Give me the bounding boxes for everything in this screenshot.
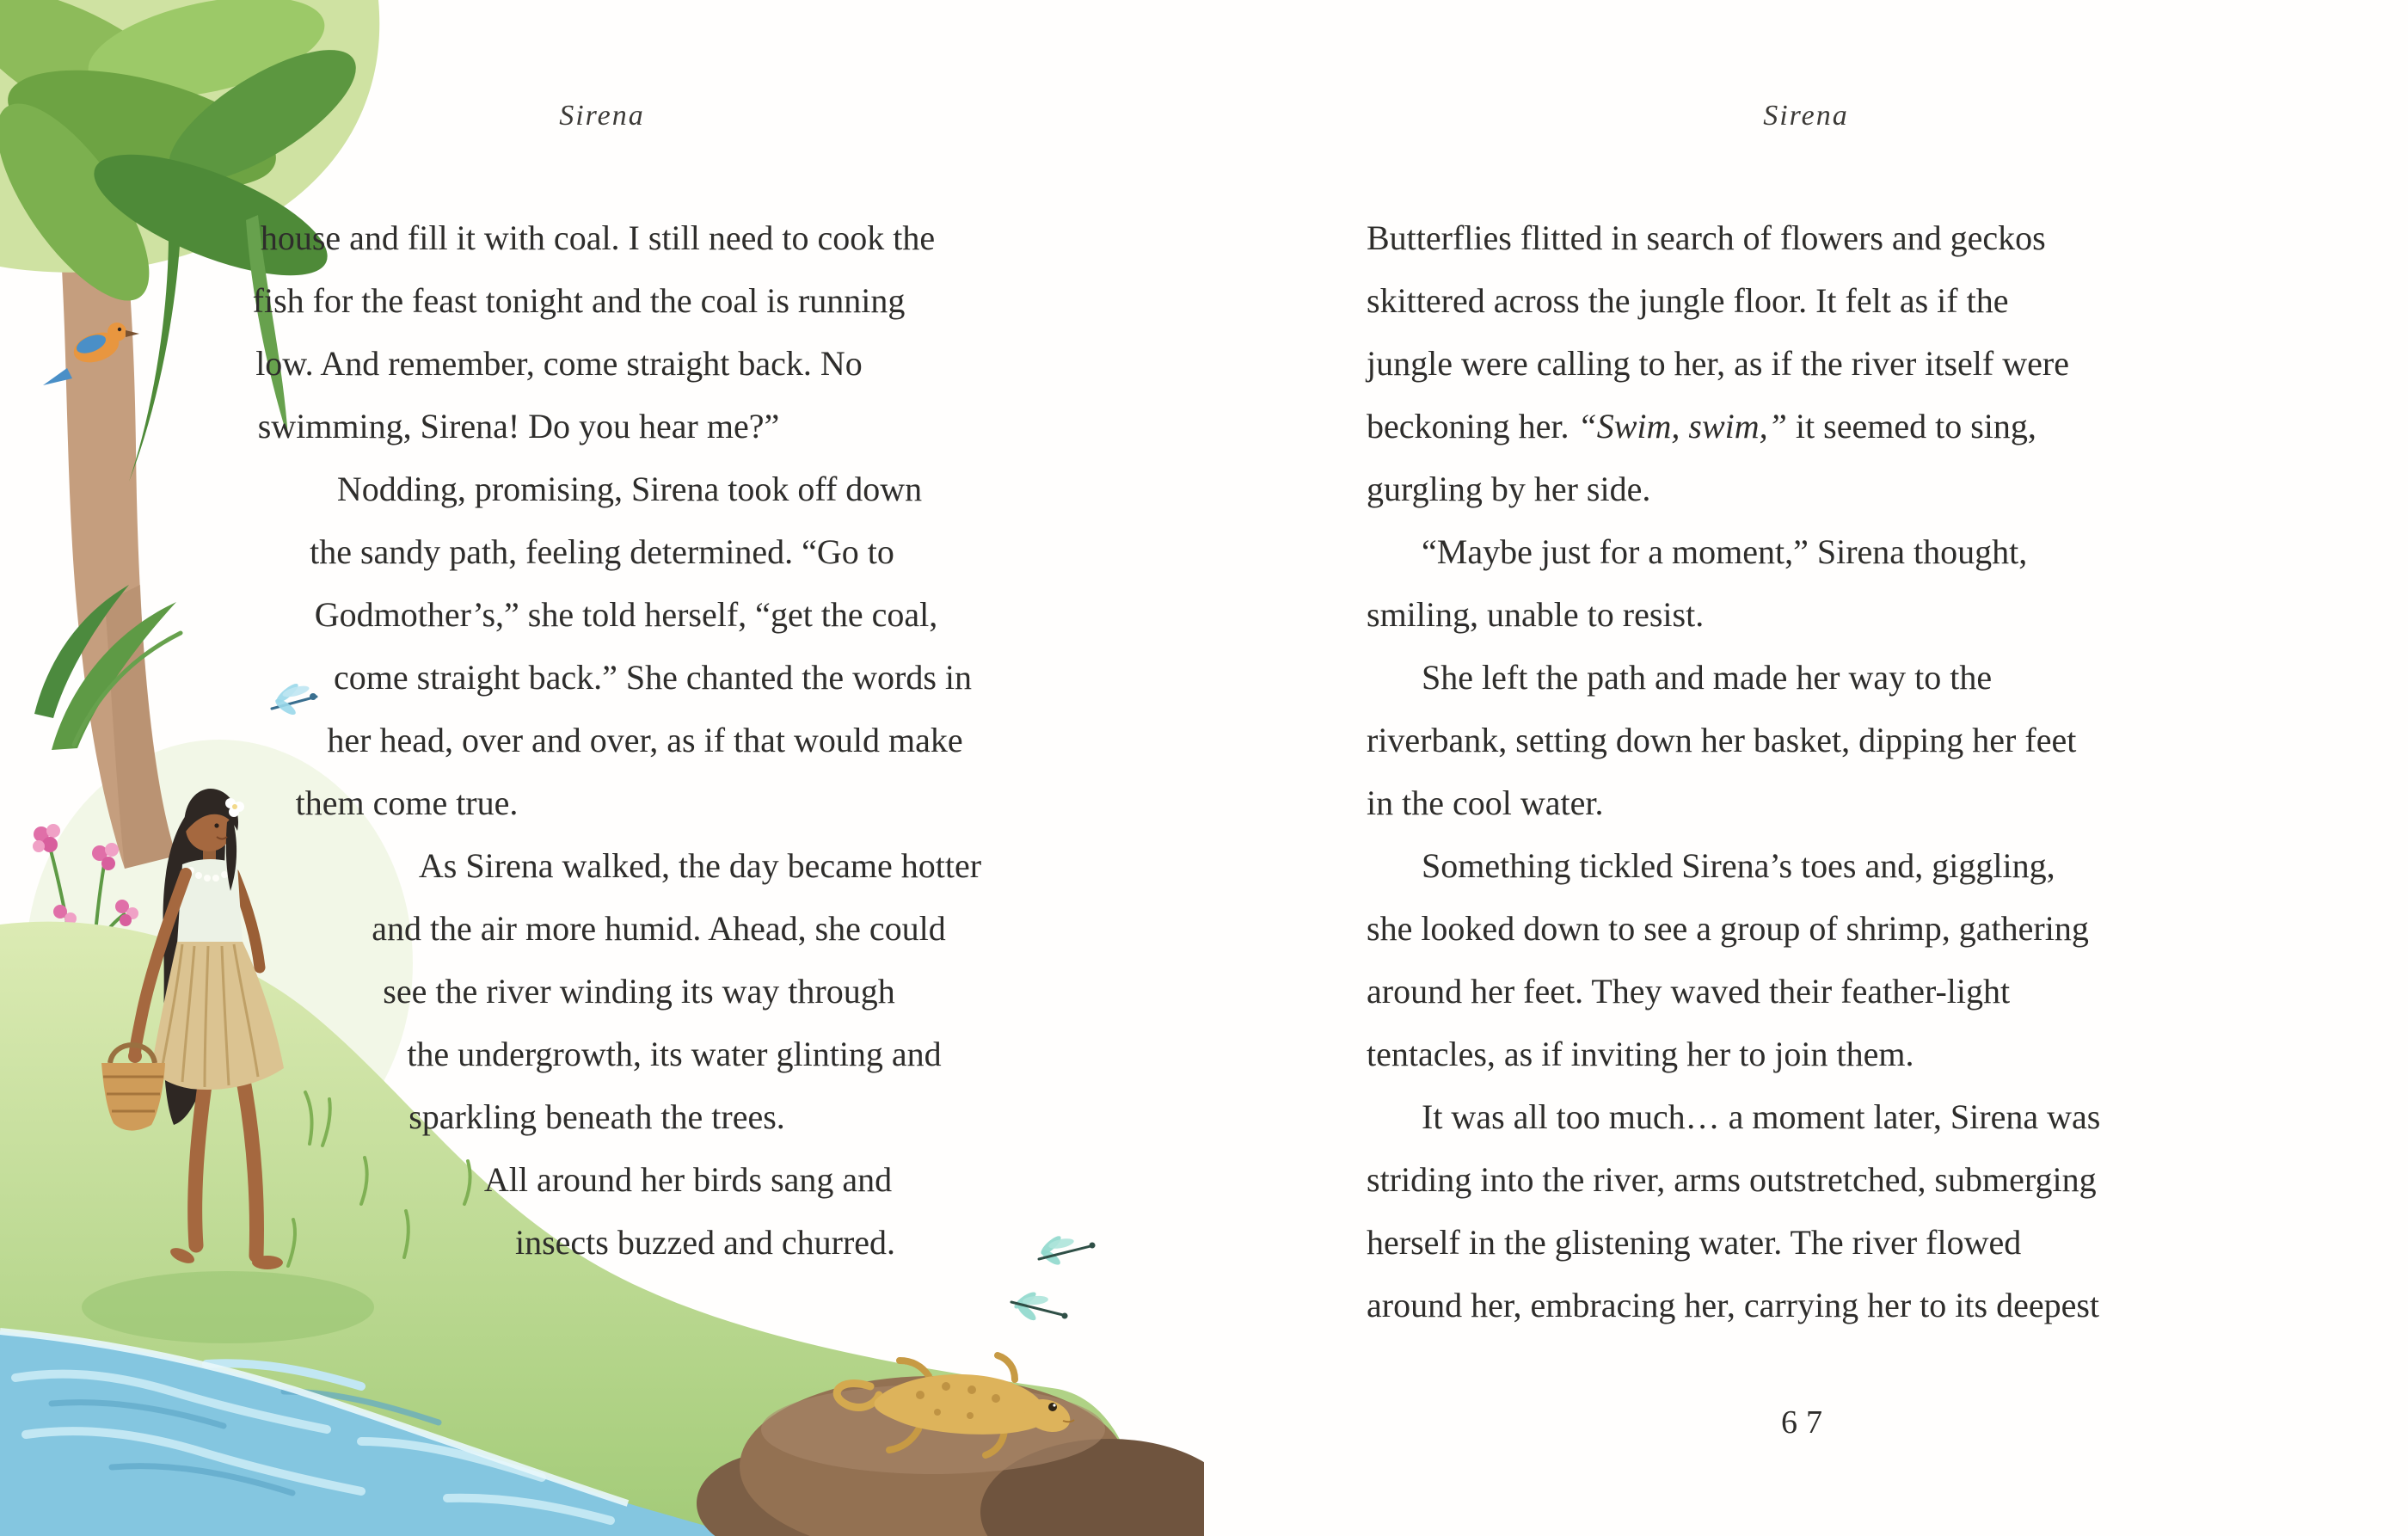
text-line: striding into the river, arms outstretched, submerging [1367, 1160, 2097, 1199]
text-line: swimming, Sirena! Do you hear me?” [257, 407, 780, 445]
text-line: come straight back.” She chanted the words in [334, 658, 972, 697]
text-line: gurgling by her side. [1367, 470, 1651, 508]
grass-shadow [82, 1271, 374, 1343]
text-line: Butterflies flitted in search of flowers and geckos [1367, 218, 2046, 257]
text-line: the undergrowth, its water glinting and [407, 1035, 942, 1073]
text-line: skittered across the jungle floor. It felt as if the [1367, 281, 2009, 320]
text-line: Nodding, promising, Sirena took off down [336, 470, 923, 508]
text-line: “Maybe just for a moment,” Sirena thought, [1422, 532, 2028, 571]
text-line: She left the path and made her way to the [1422, 658, 1993, 697]
text-line: she looked down to see a group of shrimp, gathering [1367, 909, 2089, 948]
text-line: in the cool water. [1367, 783, 1604, 822]
right-page-text [1367, 206, 2338, 1336]
text-line: herself in the glistening water. The river flowed [1367, 1223, 2022, 1262]
text-line: smiling, unable to resist. [1367, 595, 1705, 634]
text-line: her head, over and over, as if that would make [327, 721, 963, 759]
text-line: It was all too much… a moment later, Sirena was [1422, 1097, 2101, 1136]
left-running-header: Sirena [559, 100, 645, 132]
text-line: low. And remember, come straight back. No [255, 344, 863, 383]
text-line: riverbank, setting down her basket, dipping her feet [1367, 721, 2077, 759]
text-line: see the river winding its way through [383, 972, 895, 1011]
text-line: sparkling beneath the trees. [408, 1097, 785, 1136]
text-line: the sandy path, feeling determined. “Go to [310, 532, 894, 571]
text-line: beckoning her. “Swim, swim,” it seemed to sing, [1367, 407, 2036, 445]
text-line: As Sirena walked, the day became hotter [418, 846, 982, 885]
text-line: tentacles, as if inviting her to join them. [1367, 1035, 1914, 1073]
text-line: around her, embracing her, carrying her to its deepest [1367, 1286, 2100, 1324]
right-running-header: Sirena [1763, 100, 1849, 132]
text-line: them come true. [295, 783, 519, 822]
text-line: fish for the feast tonight and the coal is running [252, 281, 906, 320]
text-line: around her feet. They waved their feather-light [1367, 972, 2011, 1011]
text-line: All around her birds sang and [483, 1160, 893, 1199]
right-page [1204, 0, 2408, 1536]
text-line: house and fill it with coal. I still need to cook the [260, 218, 936, 257]
text-line: insects buzzed and churred. [514, 1223, 896, 1262]
page-number: 67 [1781, 1404, 1831, 1441]
text-line: Godmother’s,” she told herself, “get the coal, [314, 595, 938, 634]
text-line: Something tickled Sirena’s toes and, giggling, [1422, 846, 2055, 885]
left-page-text [182, 206, 1077, 1274]
text-line: jungle were calling to her, as if the river itself were [1367, 344, 2069, 383]
text-line: and the air more humid. Ahead, she could [372, 909, 946, 948]
